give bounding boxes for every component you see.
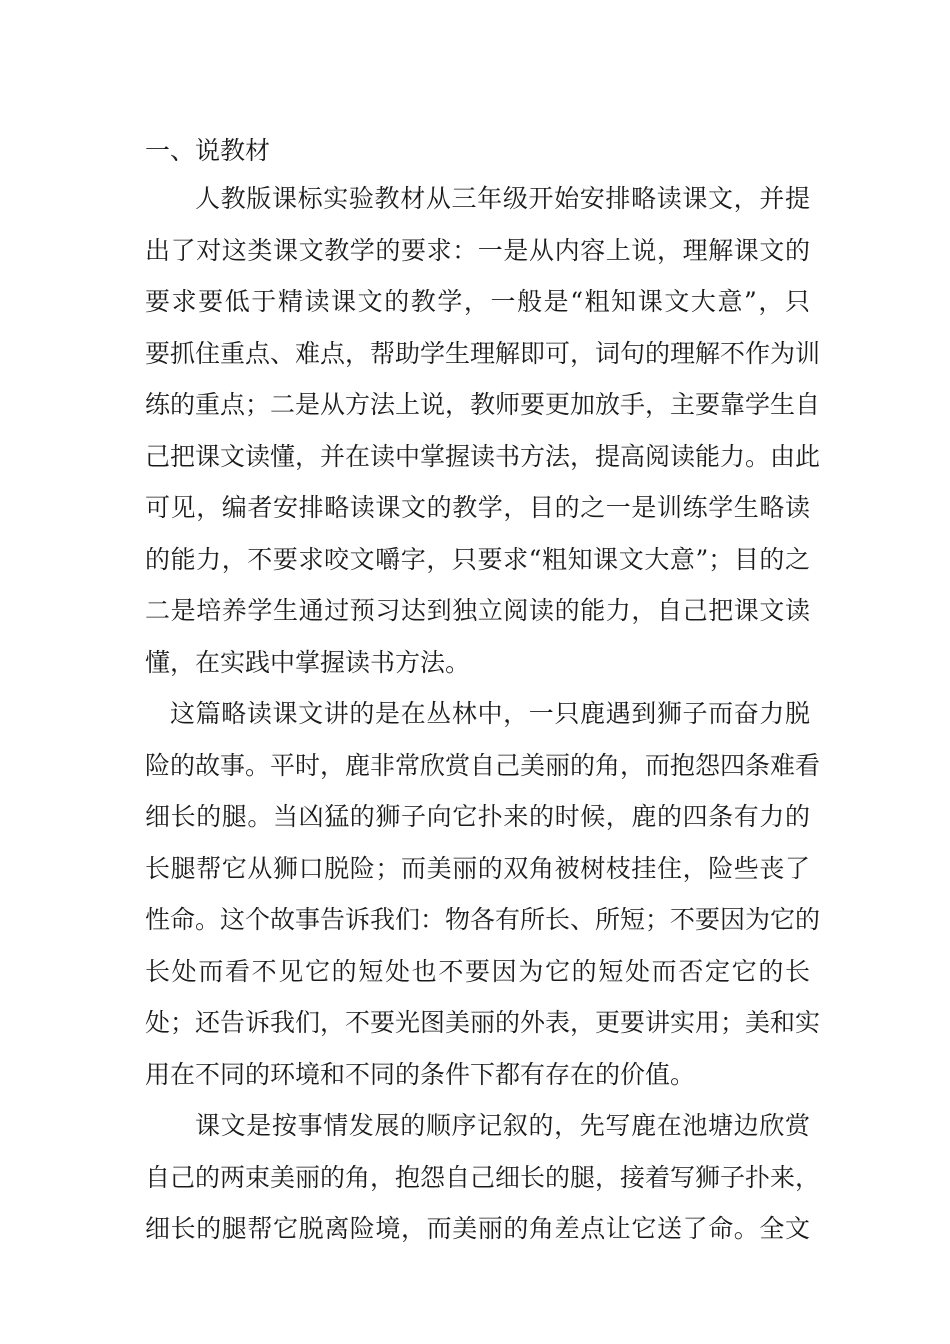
text-line: 险的故事。平时，鹿非常欣赏自己美丽的角，而抱怨四条难看 xyxy=(145,750,821,780)
text-line: 细长的腿帮它脱离险境，而美丽的角差点让它送了命。全文 xyxy=(145,1214,810,1243)
text-line: 课文是按事情发展的顺序记叙的，先写鹿在池塘边欣赏 xyxy=(195,1111,810,1140)
paragraph-2 xyxy=(145,688,821,1100)
text-line: 要求要低于精读课文的教学，一般是“粗知课文大意”，只 xyxy=(145,287,810,316)
paragraph-3 xyxy=(145,1100,821,1255)
text-line: 这篇略读课文讲的是在丛林中，一只鹿遇到狮子而奋力脱 xyxy=(170,699,810,728)
text-line: 长腿帮它从狮口脱险；而美丽的双角被树枝挂住，险些丧了 xyxy=(145,853,810,883)
text-line: 要抓住重点、难点，帮助学生理解即可，词句的理解不作为训 xyxy=(145,338,821,368)
text-line: 性命。这个故事告诉我们：物各有所长、所短；不要因为它的 xyxy=(145,905,821,934)
text-line: 用在不同的环境和不同的条件下都有存在的价值。 xyxy=(145,1059,696,1089)
text-line: 练的重点；二是从方法上说，教师要更加放手，主要靠学生自 xyxy=(145,390,821,419)
text-line: 懂，在实践中掌握读书方法。 xyxy=(145,647,471,677)
text-line: 己把课文读懂，并在读中掌握读书方法，提高阅读能力。由此 xyxy=(145,441,821,471)
document-body xyxy=(145,128,821,1255)
text-line: 处；还告诉我们，不要光图美丽的外表，更要讲实用；美和实 xyxy=(145,1008,821,1037)
text-line: 长处而看不见它的短处也不要因为它的短处而否定它的长 xyxy=(145,956,810,986)
text-line: 二是培养学生通过预习达到独立阅读的能力，自己把课文读 xyxy=(145,596,810,625)
section-heading: 一、说教材 xyxy=(145,136,271,165)
text-line: 人教版课标实验教材从三年级开始安排略读课文，并提 xyxy=(195,184,810,213)
text-line: 细长的腿。当凶猛的狮子向它扑来的时候，鹿的四条有力的 xyxy=(145,802,810,831)
text-line: 可见，编者安排略读课文的教学，目的之一是训练学生略读 xyxy=(145,493,810,522)
text-line: 出了对这类课文教学的要求：一是从内容上说，理解课文的 xyxy=(145,235,810,265)
text-line: 自己的两束美丽的角，抱怨自己细长的腿，接着写狮子扑来， xyxy=(145,1162,821,1192)
text-line: 的能力，不要求咬文嚼字，只要求“粗知课文大意”；目的之 xyxy=(145,544,810,574)
paragraph-1 xyxy=(145,173,821,688)
